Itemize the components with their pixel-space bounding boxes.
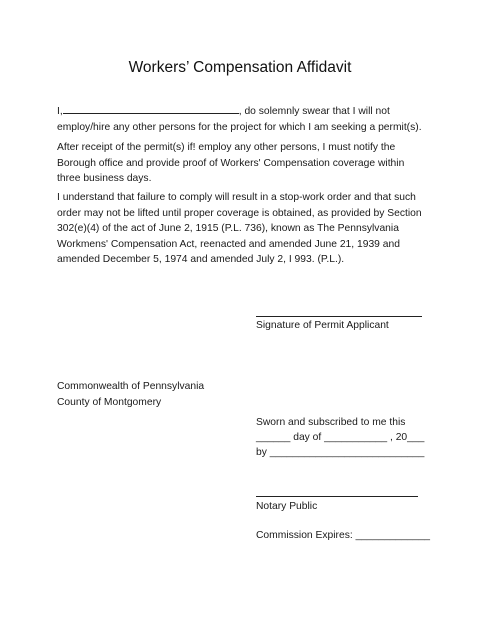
oath-paragraph [57, 103, 427, 135]
name-blank-line [63, 103, 239, 114]
commonwealth-label: Commonwealth of Pennsylvania [57, 381, 205, 392]
sworn-line-1: Sworn and subscribed to me this [256, 417, 406, 428]
notification-paragraph: After receipt of the permit(s) if! employ any other persons, I must notify the Borough office and provide proof of Workers' Compensation coverage within three business days. [57, 142, 405, 185]
notary-signature-line [256, 496, 418, 497]
notary-label: Notary Public [256, 501, 318, 512]
county-label: County of Montgomery [57, 397, 162, 408]
oath-prefix: I, [57, 106, 63, 117]
oath-suffix: , do solemnly swear that I will not employ/hire any other persons for the project for which I am seeking a permit(s). [57, 106, 422, 133]
signature-label: Signature of Permit Applicant [256, 320, 389, 331]
sworn-line-2: ______ day of ___________ , 20___ [256, 432, 425, 443]
commission-blank: _____________ [355, 530, 431, 541]
sworn-line-3: by ___________________________ [256, 447, 425, 458]
signature-line [256, 316, 422, 317]
document-title: Workers’ Compensation Affidavit [128, 59, 352, 76]
commission-expires [256, 528, 430, 544]
commission-label: Commission Expires: [256, 530, 353, 541]
compliance-paragraph: I understand that failure to comply will result in a stop-work order and that such order may not be lifted until proper coverage is obtained, as provided by Section 302(e)(4) of the act of June 2, 1915 (P.L. 736), known as The Pennsylvania Workmens' Compensation Act, reenacted and amended June 21, 1939 and amended December 5, 1974 and amended July 2, I 993. (P.L.). [57, 192, 422, 266]
